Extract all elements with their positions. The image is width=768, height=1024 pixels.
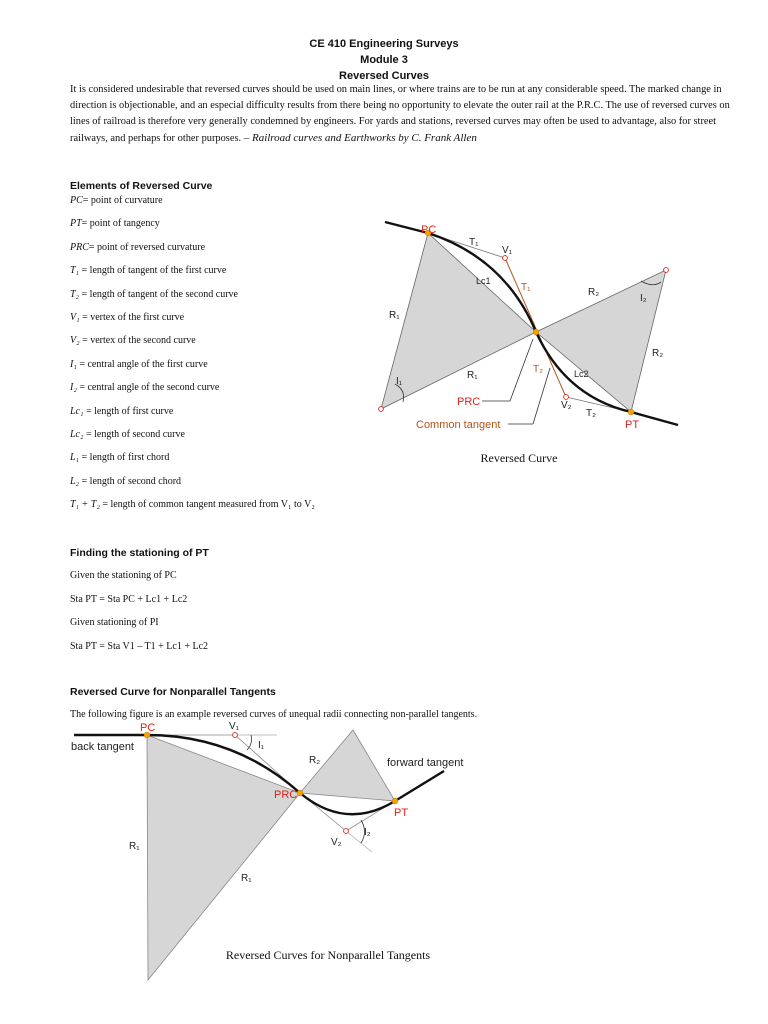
element-symbol: PT	[70, 218, 82, 230]
fig2-label-v2: V₂	[331, 837, 342, 848]
fig1-label-t1b: T₁	[521, 282, 531, 293]
element-definition	[70, 476, 181, 487]
fig2-label-r1b: R₁	[241, 873, 252, 884]
fig1-sector2	[536, 270, 666, 412]
given-pi-text: Given stationing of PI	[70, 617, 159, 628]
element-description: = central angle of the first curve	[76, 358, 208, 370]
figure2-diagram	[66, 715, 486, 985]
fig1-label-i1: I₁	[396, 376, 403, 387]
element-description: = length of common tangent measured from V₁ to V₂	[99, 499, 315, 511]
fig2-label-r1a: R₁	[129, 841, 140, 852]
element-symbol: T₁ + T₂	[70, 499, 100, 511]
element-description: = length of first curve	[83, 405, 174, 417]
element-definition	[70, 499, 315, 510]
fig1-prc-arrow	[510, 339, 533, 401]
fig2-label-pc: PC	[140, 722, 156, 734]
fig1-label-r2a: R₂	[588, 287, 600, 298]
element-description: = vertex of the second curve	[79, 335, 196, 347]
element-description: = vertex of the first curve	[79, 312, 185, 323]
intro-paragraph	[70, 82, 738, 147]
formula-pi: Sta PT = Sta V1 – T1 + Lc1 + Lc2	[70, 641, 209, 652]
intro-text: It is considered undesirable that reversed curves should be used on main lines, or where trains are to be run at any considerable speed. The marked change in direction is objectionable, and an especial difficulty results from there being no opportunity to elevate the outer rail at the P.R.C. The use of reversed curves on lines of railroad is therefore very generally condemned by engineers. For yards and stations, reversed curves may often be used to advantage, also for street railways, and perhaps for other purposes.	[70, 84, 730, 144]
fig1-label-v1: V₁	[502, 245, 513, 256]
fig2-pt-point	[392, 798, 398, 804]
element-definition	[70, 218, 160, 229]
fig1-label-r1a: R₁	[389, 310, 400, 321]
element-definition	[70, 452, 169, 463]
element-definition	[70, 242, 205, 253]
figure1-diagram	[360, 215, 690, 445]
nonparallel-title: Reversed Curve for Nonparallel Tangents	[70, 686, 276, 698]
fig2-label-prc: PRC	[274, 789, 298, 801]
element-definition	[70, 335, 196, 346]
given-pc-text: Given the stationing of PC	[70, 570, 177, 581]
fig2-label-pt: PT	[394, 807, 409, 819]
element-symbol: L₁	[70, 452, 80, 464]
element-description: = length of tangent of the first curve	[79, 265, 227, 277]
element-description: = length of first chord	[79, 452, 170, 464]
figure2-caption: Reversed Curves for Nonparallel Tangents	[225, 948, 431, 962]
fig2-label-i2: I₂	[364, 827, 371, 838]
fig1-pt-point	[628, 409, 634, 415]
element-description: = length of second curve	[83, 429, 185, 440]
element-definition	[70, 195, 163, 206]
fig1-label-t1: T₁	[469, 237, 479, 248]
fig1-label-r2b: R₂	[652, 348, 664, 359]
element-symbol: I₂	[70, 382, 77, 394]
fig2-label-v1: V₁	[229, 721, 240, 732]
element-description: = central angle of the second curve	[76, 382, 220, 394]
fig1-label-prc: PRC	[457, 396, 481, 408]
fig2-prc-point	[297, 790, 303, 796]
fig2-v1-point	[233, 733, 238, 738]
fig1-center2-point	[664, 268, 669, 273]
fig1-label-pt: PT	[625, 419, 640, 431]
elements-title: Elements of Reversed Curve	[70, 180, 213, 192]
element-symbol: L₂	[70, 475, 80, 487]
fig2-label-back-tangent: back tangent	[71, 741, 134, 753]
module-title: Module 3	[360, 54, 408, 66]
element-symbol: Lc₁	[70, 405, 84, 417]
formula-pc: Sta PT = Sta PC + Lc1 + Lc2	[70, 594, 188, 605]
element-definition	[70, 265, 226, 276]
fig1-label-pc: PC	[421, 224, 437, 236]
fig1-v2-point	[564, 395, 569, 400]
fig2-sector1	[147, 735, 300, 980]
fig1-prc-point	[533, 329, 539, 335]
element-definition	[70, 312, 184, 323]
element-definition	[70, 429, 185, 440]
fig2-v2-point	[344, 829, 349, 834]
fig2-label-r2: R₂	[309, 755, 321, 766]
figure1-caption: Reversed Curve	[480, 451, 558, 465]
element-definition	[70, 406, 173, 417]
element-symbol: PRC	[70, 241, 89, 253]
fig1-label-i2: I₂	[640, 293, 647, 304]
fig1-label-lc2: Lc2	[574, 369, 589, 379]
element-symbol: Lc₂	[70, 429, 84, 440]
nonparallel-text: The following figure is an example reversed curves of unequal radii connecting non-parallel tangents.	[70, 709, 478, 720]
fig2-label-forward-tangent: forward tangent	[387, 757, 464, 769]
stationing-title: Finding the stationing of PT	[70, 547, 209, 559]
element-definition	[70, 289, 238, 300]
topic-title: Reversed Curves	[339, 70, 429, 82]
fig1-label-t2: T₂	[533, 364, 543, 375]
fig1-label-v2: V₂	[561, 400, 572, 411]
fig1-center1-point	[379, 407, 384, 412]
fig1-ct-arrow	[533, 368, 550, 424]
fig1-label-lc1: Lc1	[476, 276, 491, 286]
element-symbol: V₁	[70, 312, 80, 323]
intro-source: – Railroad curves and Earthworks by C. Frank Allen	[243, 132, 477, 144]
element-symbol: PC	[70, 195, 83, 206]
element-symbol: T₂	[70, 288, 80, 300]
fig2-angle-i1-arc	[247, 735, 252, 750]
fig1-label-common-tangent: Common tangent	[416, 419, 501, 431]
element-symbol: T₁	[70, 265, 80, 277]
element-description: = length of second chord	[79, 475, 182, 487]
fig2-label-i1: I₁	[258, 740, 265, 751]
element-definition	[70, 382, 219, 393]
element-symbol: V₂	[70, 335, 80, 347]
element-definition	[70, 359, 208, 370]
fig1-v1-point	[503, 256, 508, 261]
element-description: = length of tangent of the second curve	[79, 288, 238, 300]
fig1-sector1	[381, 233, 536, 409]
element-description: = point of tangency	[81, 218, 160, 230]
element-description: = point of reversed curvature	[88, 241, 206, 253]
element-description: = point of curvature	[82, 195, 163, 206]
element-symbol: I₁	[70, 358, 77, 370]
fig2-forward-tangent-line	[395, 771, 444, 801]
course-title: CE 410 Engineering Surveys	[309, 38, 459, 50]
fig1-label-r1b: R₁	[467, 370, 478, 381]
fig1-label-t2b: T₂	[586, 408, 596, 419]
